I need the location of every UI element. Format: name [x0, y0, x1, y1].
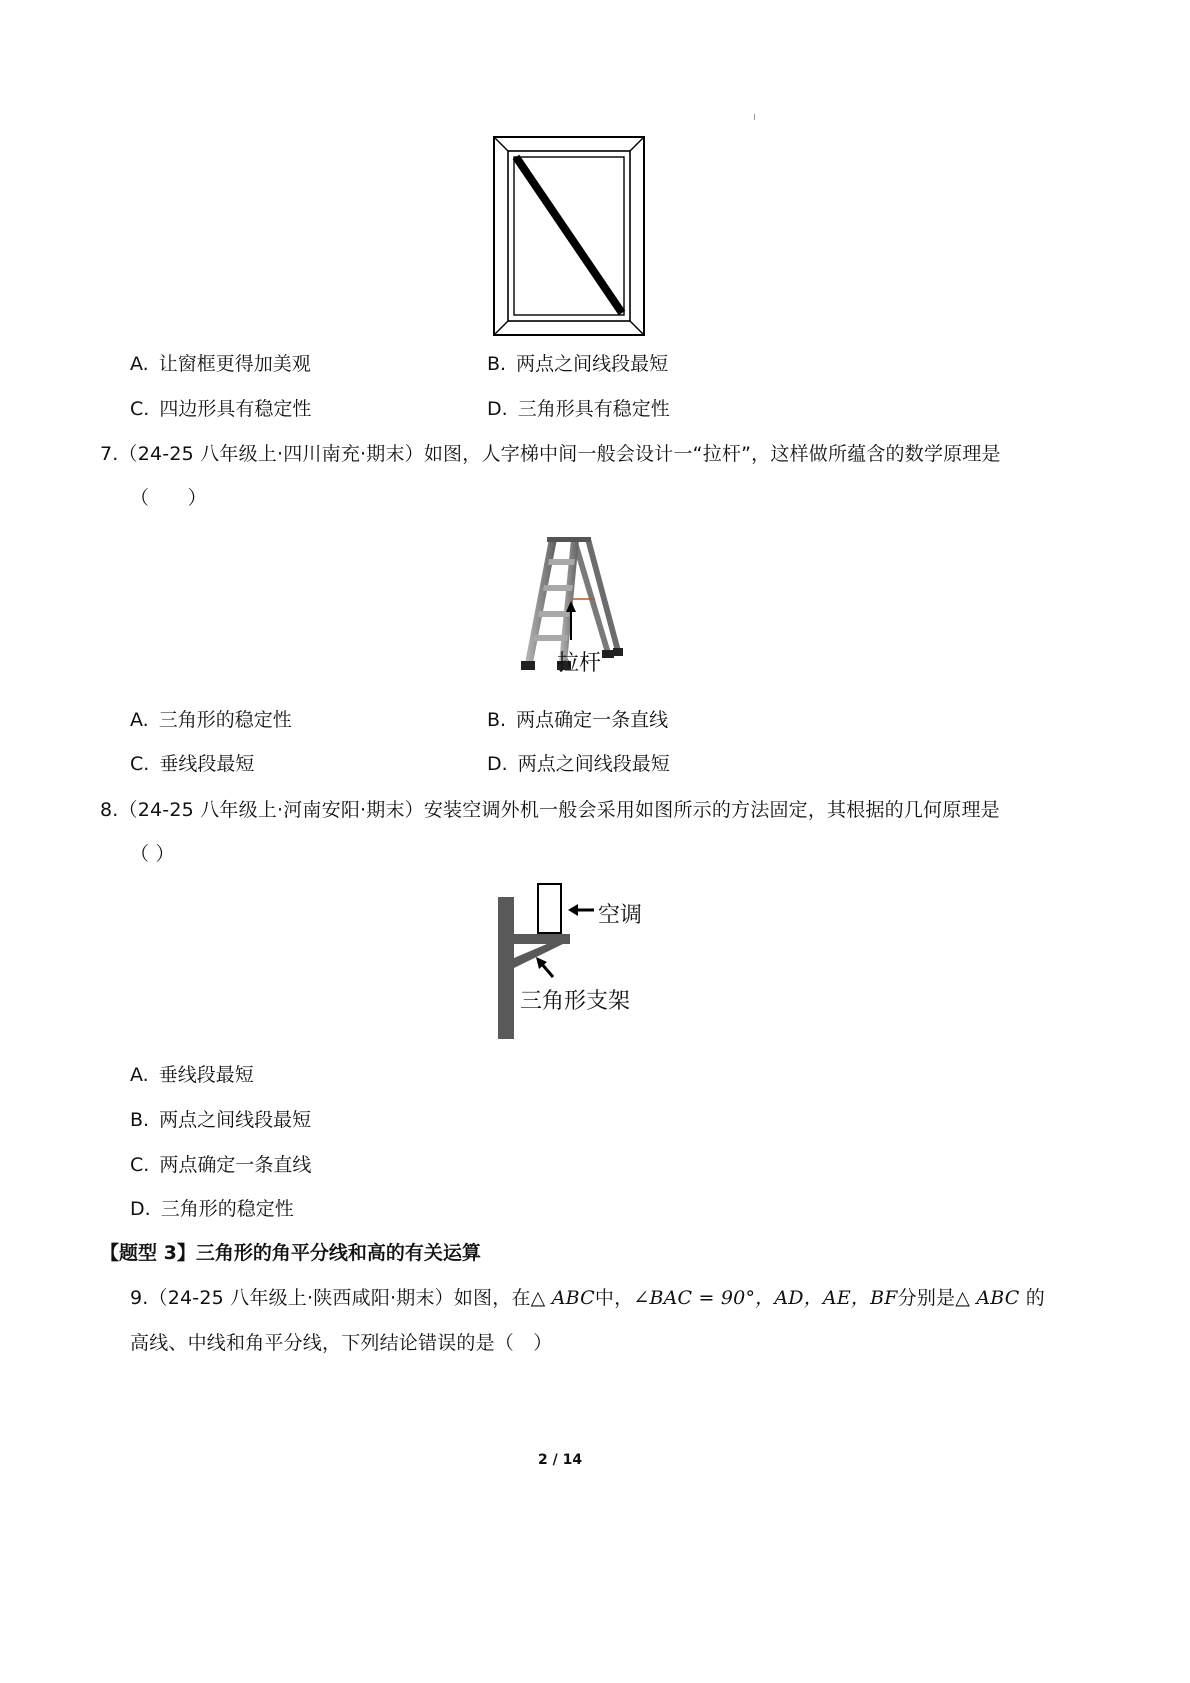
q7-stem-line2: （ ） [130, 487, 207, 509]
ac-label: 空调 [598, 903, 643, 928]
q6-option-d [487, 394, 670, 421]
option-letter: C. [130, 1154, 150, 1176]
option-text: 垂线段最短 [158, 1064, 254, 1086]
q8-option-b [130, 1105, 311, 1132]
option-letter: A. [130, 1064, 149, 1086]
q6-option-a [130, 349, 311, 376]
q8-option-a [130, 1060, 254, 1087]
q7-stem-line1: 7.（24-25 八年级上·四川南充·期末）如图，人字梯中间一般会设计一“拉杆”，这样做所蕴含的数学原理是 [100, 443, 1001, 465]
q6-option-b [487, 349, 668, 376]
segment-names: AD，AE，BF [774, 1287, 898, 1309]
q6-option-c [130, 394, 311, 421]
q8-stem-line2: （ ） [130, 843, 175, 865]
triangle-symbol: △ [955, 1287, 971, 1309]
bracket-label: 三角形支架 [520, 989, 631, 1014]
option-letter: C. [130, 398, 150, 420]
option-text: 两点之间线段最短 [516, 353, 669, 375]
q9-prefix: 9.（24-25 八年级上·陕西咸阳·期末）如图，在 [130, 1287, 531, 1309]
q9-stem-line2: 高线、中线和角平分线，下列结论错误的是（ ） [130, 1332, 553, 1354]
option-letter: D. [130, 1198, 151, 1220]
q9-stem-line1 [130, 1283, 1045, 1310]
angle-expression: ∠BAC = 90°， [633, 1287, 775, 1309]
option-letter: B. [487, 709, 507, 731]
q7-option-c [130, 749, 254, 776]
q7-option-b [487, 705, 668, 732]
option-letter: D. [487, 753, 508, 775]
option-text: 两点确定一条直线 [516, 709, 669, 731]
q7-option-a [130, 705, 292, 732]
option-text: 四边形具有稳定性 [159, 398, 312, 420]
stray-mark [754, 114, 755, 120]
option-text: 让窗框更得加美观 [158, 353, 311, 375]
option-text: 两点确定一条直线 [159, 1154, 312, 1176]
option-text: 垂线段最短 [159, 753, 255, 775]
ladder-rod-label: 拉杆 [557, 651, 602, 676]
q7-option-d [487, 749, 670, 776]
triangle-abc: ABC [976, 1287, 1020, 1309]
option-text: 三角形的稳定性 [158, 709, 292, 731]
ac-arrow-icon [566, 902, 596, 918]
option-text: 三角形具有稳定性 [517, 398, 670, 420]
window-frame-figure [492, 135, 646, 337]
q8-option-c [130, 1150, 311, 1177]
option-letter: D. [487, 398, 508, 420]
triangle-symbol: △ [530, 1287, 546, 1309]
option-text: 三角形的稳定性 [160, 1198, 294, 1220]
option-letter: B. [130, 1109, 150, 1131]
option-letter: A. [130, 353, 149, 375]
q9-end1: 的 [1025, 1287, 1045, 1309]
option-text: 两点之间线段最短 [517, 753, 670, 775]
option-letter: B. [487, 353, 507, 375]
bracket-arrow-icon [533, 955, 557, 981]
q9-mid1: 中， [594, 1287, 634, 1309]
triangle-abc: ABC [551, 1287, 595, 1309]
option-text: 两点之间线段最短 [159, 1109, 312, 1131]
page-number: 2 / 14 [538, 1452, 583, 1468]
option-letter: C. [130, 753, 150, 775]
q8-stem-line1: 8.（24-25 八年级上·河南安阳·期末）安装空调外机一般会采用如图所示的方法固定，其根据的几何原理是 [100, 799, 1000, 821]
option-letter: A. [130, 709, 149, 731]
q8-option-d [130, 1194, 294, 1221]
section-heading: 【题型 3】三角形的角平分线和高的有关运算 [100, 1242, 481, 1264]
q9-mid2: 分别是 [897, 1287, 956, 1309]
